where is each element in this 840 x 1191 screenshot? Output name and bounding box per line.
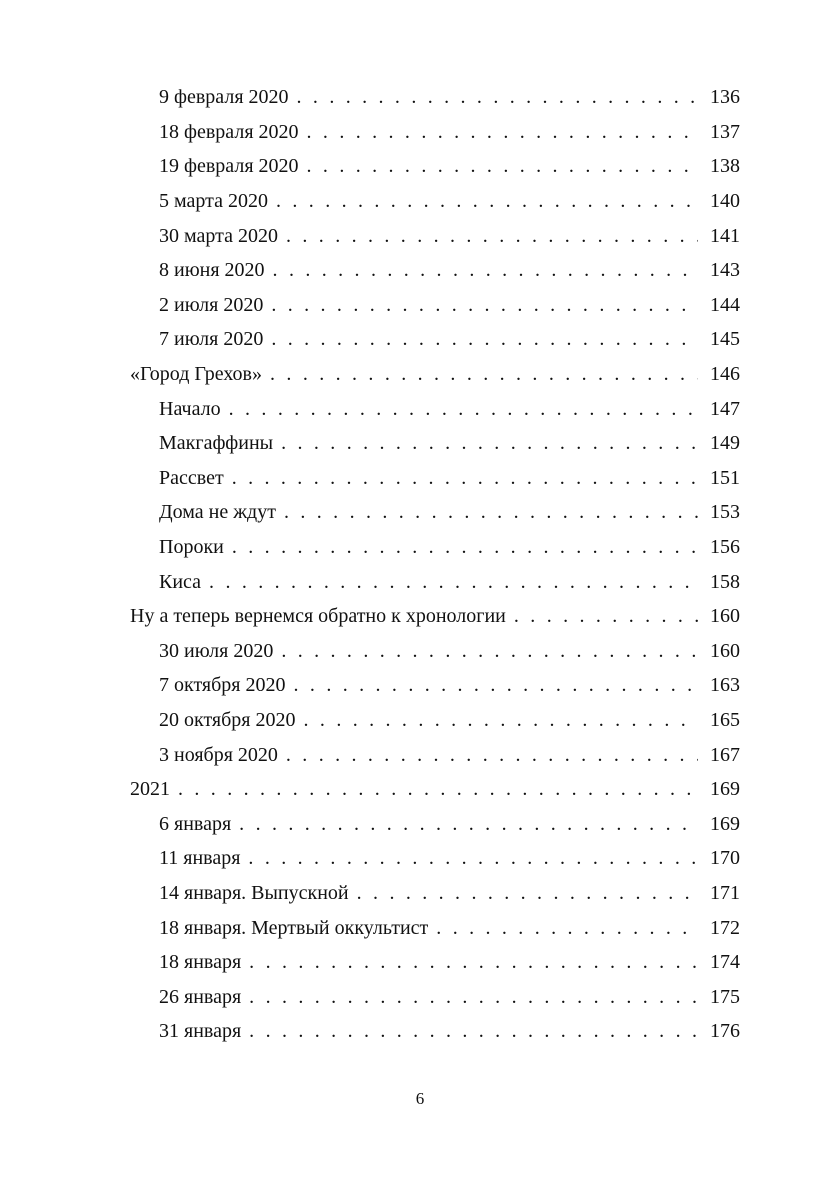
toc-entry[interactable] <box>130 322 740 357</box>
toc-entry-title: Начало <box>159 397 221 420</box>
toc-entry-page: 169 <box>710 778 740 801</box>
toc-entry[interactable] <box>130 945 740 980</box>
toc-entry[interactable] <box>130 461 740 496</box>
toc-entry-page: 170 <box>710 847 740 870</box>
toc-entry-page: 136 <box>710 86 740 109</box>
toc-entry[interactable] <box>130 910 740 945</box>
toc-dot-leader <box>284 502 698 522</box>
toc-dot-leader <box>281 641 698 661</box>
toc-entry-title: 11 января <box>159 847 241 870</box>
toc-entry-title: 2 июля 2020 <box>159 293 264 316</box>
toc-entry-page: 140 <box>710 190 740 213</box>
toc-entry-title: Пороки <box>159 536 224 559</box>
page-number: 6 <box>415 1089 425 1108</box>
toc-entry-page: 153 <box>710 501 740 524</box>
toc-section-entry[interactable] <box>130 599 740 634</box>
toc-entry-title: 7 июля 2020 <box>159 328 264 351</box>
toc-entry[interactable] <box>130 876 740 911</box>
toc-entry-title: Макгаффины <box>159 432 274 455</box>
toc-dot-leader <box>178 779 698 799</box>
toc-entry-page: 151 <box>710 466 740 489</box>
toc-entry-page: 171 <box>710 881 740 904</box>
toc-dot-leader <box>286 745 698 765</box>
toc-entry[interactable] <box>130 1014 740 1049</box>
toc-dot-leader <box>209 572 698 592</box>
toc-entry-page: 158 <box>710 570 740 593</box>
toc-entry-page: 141 <box>710 224 740 247</box>
toc-dot-leader <box>294 675 698 695</box>
toc-entry-page: 169 <box>710 812 740 835</box>
toc-entry[interactable] <box>130 218 740 253</box>
toc-entry-page: 145 <box>710 328 740 351</box>
toc-entry-title: 18 января <box>159 951 242 974</box>
toc-entry[interactable] <box>130 149 740 184</box>
toc-dot-leader <box>239 814 698 834</box>
toc-entry[interactable] <box>130 184 740 219</box>
toc-entry[interactable] <box>130 703 740 738</box>
toc-entry-page: 163 <box>710 674 740 697</box>
toc-entry-title: 3 ноября 2020 <box>159 743 278 766</box>
toc-entry-title: 19 февраля 2020 <box>159 155 299 178</box>
toc-entry-page: 175 <box>710 985 740 1008</box>
toc-dot-leader <box>249 952 698 972</box>
toc-entry[interactable] <box>130 634 740 669</box>
toc-entry[interactable] <box>130 806 740 841</box>
toc-entry-title: Киса <box>159 570 202 593</box>
toc-dot-leader <box>436 918 698 938</box>
toc-dot-leader <box>249 1021 698 1041</box>
toc-entry-title: 14 января. Выпускной <box>159 881 349 904</box>
toc-entry-page: 172 <box>710 916 740 939</box>
toc-entry-title: Рассвет <box>159 466 224 489</box>
toc-dot-leader <box>281 433 698 453</box>
toc-entry-title: 30 июля 2020 <box>159 639 274 662</box>
toc-dot-leader <box>297 87 698 107</box>
toc-dot-leader <box>229 399 698 419</box>
toc-entry-title: 18 января. Мертвый оккультист <box>159 916 429 939</box>
toc-entry-page: 144 <box>710 293 740 316</box>
toc-section-entry[interactable] <box>130 772 740 807</box>
toc-entry[interactable] <box>130 288 740 323</box>
toc-dot-leader <box>514 606 698 626</box>
toc-entry-title: 26 января <box>159 985 242 1008</box>
toc-entry-page: 176 <box>710 1020 740 1043</box>
toc-entry-title: Ну а теперь вернемся обратно к хронологии <box>130 605 506 628</box>
toc-dot-leader <box>273 260 698 280</box>
toc-entry-title: 18 февраля 2020 <box>159 120 299 143</box>
toc-entry-title: Дома не ждут <box>159 501 276 524</box>
table-of-contents <box>130 80 740 1049</box>
toc-dot-leader <box>248 848 698 868</box>
toc-dot-leader <box>232 468 698 488</box>
toc-entry-page: 167 <box>710 743 740 766</box>
toc-dot-leader <box>307 156 698 176</box>
toc-entry[interactable] <box>130 80 740 115</box>
toc-entry-page: 165 <box>710 708 740 731</box>
toc-entry[interactable] <box>130 564 740 599</box>
toc-entry-page: 156 <box>710 536 740 559</box>
toc-dot-leader <box>286 226 698 246</box>
toc-entry[interactable] <box>130 391 740 426</box>
toc-entry-title: 31 января <box>159 1020 242 1043</box>
toc-entry-title: 5 марта 2020 <box>159 190 268 213</box>
toc-dot-leader <box>270 364 698 384</box>
toc-entry[interactable] <box>130 530 740 565</box>
toc-entry-page: 138 <box>710 155 740 178</box>
toc-dot-leader <box>307 122 698 142</box>
toc-entry[interactable] <box>130 495 740 530</box>
toc-entry-title: 30 марта 2020 <box>159 224 278 247</box>
toc-entry[interactable] <box>130 668 740 703</box>
toc-entry[interactable] <box>130 253 740 288</box>
toc-entry-page: 160 <box>710 605 740 628</box>
toc-entry-title: 8 июня 2020 <box>159 259 265 282</box>
toc-entry-page: 147 <box>710 397 740 420</box>
toc-entry[interactable] <box>130 737 740 772</box>
toc-dot-leader <box>232 537 698 557</box>
toc-entry-title: 20 октября 2020 <box>159 708 296 731</box>
toc-entry-title: 7 октября 2020 <box>159 674 286 697</box>
toc-entry-page: 174 <box>710 951 740 974</box>
toc-entry-title: 2021 <box>130 778 170 801</box>
toc-dot-leader <box>276 191 698 211</box>
toc-entry[interactable] <box>130 426 740 461</box>
toc-entry[interactable] <box>130 841 740 876</box>
toc-entry-page: 146 <box>710 363 740 386</box>
toc-section-entry[interactable] <box>130 357 740 392</box>
toc-entry-page: 143 <box>710 259 740 282</box>
toc-dot-leader <box>271 295 698 315</box>
toc-entry[interactable] <box>130 115 740 150</box>
toc-entry[interactable] <box>130 979 740 1014</box>
toc-entry-page: 137 <box>710 120 740 143</box>
toc-entry-title: «Город Грехов» <box>130 363 263 386</box>
toc-entry-page: 160 <box>710 639 740 662</box>
toc-entry-title: 6 января <box>159 812 232 835</box>
toc-dot-leader <box>271 329 698 349</box>
toc-dot-leader <box>357 883 698 903</box>
toc-dot-leader <box>304 710 698 730</box>
toc-entry-page: 149 <box>710 432 740 455</box>
toc-dot-leader <box>249 987 698 1007</box>
toc-entry-title: 9 февраля 2020 <box>159 86 289 109</box>
